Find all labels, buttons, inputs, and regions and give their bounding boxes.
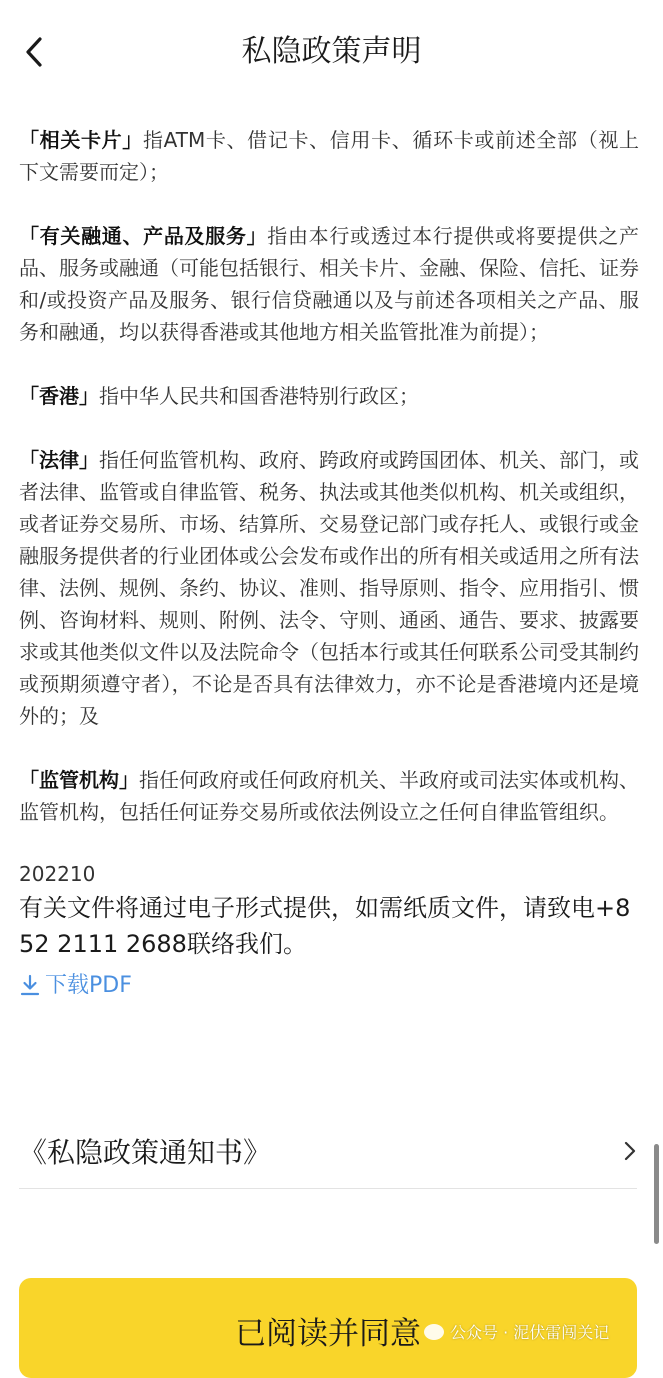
watermark-text: 公众号 · 泥伏雷闯关记 bbox=[450, 1323, 610, 1342]
definition-item bbox=[19, 380, 639, 412]
definition-text: 指任何监管机构、政府、跨政府或跨国团体、机关、部门，或者法律、监管或自律监管、税务、执法或其他类似机构、机关或组织，或者证券交易所、市场、结算所、交易登记部门或存托人、或银行或金融服务提供者的行业团体或公会发布或作出的所有相关或适用之所有法律、法例、规例、条约、协议、准则、指导原则、指令、应用指引、惯例、咨询材料、规则、附例、法令、守则、通函、通告、要求、披露要求或其他类似文件以及法院命令（包括本行或其任何联系公司受其制约或预期须遵守者），不论是否具有法律效力，亦不论是香港境内还是境外的；及 bbox=[19, 448, 639, 728]
definition-item bbox=[19, 444, 639, 732]
definition-text: 指中华人民共和国香港特别行政区； bbox=[99, 384, 419, 408]
definition-item bbox=[19, 220, 639, 348]
policy-content bbox=[19, 124, 639, 1002]
definition-term: 「法律」 bbox=[19, 448, 99, 472]
definition-text: 指由本行或透过本行提供或将要提供之产品、服务或融通（可能包括银行、相关卡片、金融、保险、信托、证券和/或投资产品及服务、银行信贷融通以及与前述各项相关之产品、服务和融通，均以获得香港或其他地方相关监管批准为前提）； bbox=[19, 224, 640, 344]
definition-text: 指ATM卡、借记卡、信用卡、循环卡或前述全部（视上下文需要而定）； bbox=[19, 128, 640, 184]
download-pdf-link[interactable] bbox=[19, 970, 639, 1002]
download-pdf-label: 下载PDF bbox=[45, 973, 132, 998]
definition-term: 「香港」 bbox=[19, 384, 99, 408]
definition-text: 指任何政府或任何政府机关、半政府或司法实体或机构、监管机构，包括任何证券交易所或依法例设立之任何自律监管组织。 bbox=[19, 768, 639, 824]
document-code: 202210 bbox=[19, 862, 96, 886]
privacy-notice-link[interactable] bbox=[19, 1114, 637, 1189]
scrollbar[interactable] bbox=[654, 1144, 659, 1244]
agree-button-label: 已阅读并同意 bbox=[235, 1316, 421, 1352]
wechat-icon bbox=[424, 1324, 444, 1340]
download-icon bbox=[19, 974, 41, 998]
definition-item bbox=[19, 764, 639, 828]
chevron-right-icon bbox=[623, 1140, 637, 1162]
definition-term: 「有关融通、产品及服务」 bbox=[19, 224, 268, 248]
definition-item bbox=[19, 124, 639, 188]
page-title: 私隐政策声明 bbox=[241, 34, 422, 69]
nav-bar bbox=[0, 0, 663, 104]
watermark bbox=[424, 1320, 609, 1343]
definition-term: 「监管机构」 bbox=[19, 768, 139, 792]
privacy-notice-label: 《私隐政策通知书》 bbox=[19, 1136, 272, 1169]
paper-copy-notice: 有关文件将通过电子形式提供，如需纸质文件，请致电+852 2111 2688联络我们。 bbox=[19, 894, 631, 958]
definition-term: 「相关卡片」 bbox=[19, 128, 143, 152]
